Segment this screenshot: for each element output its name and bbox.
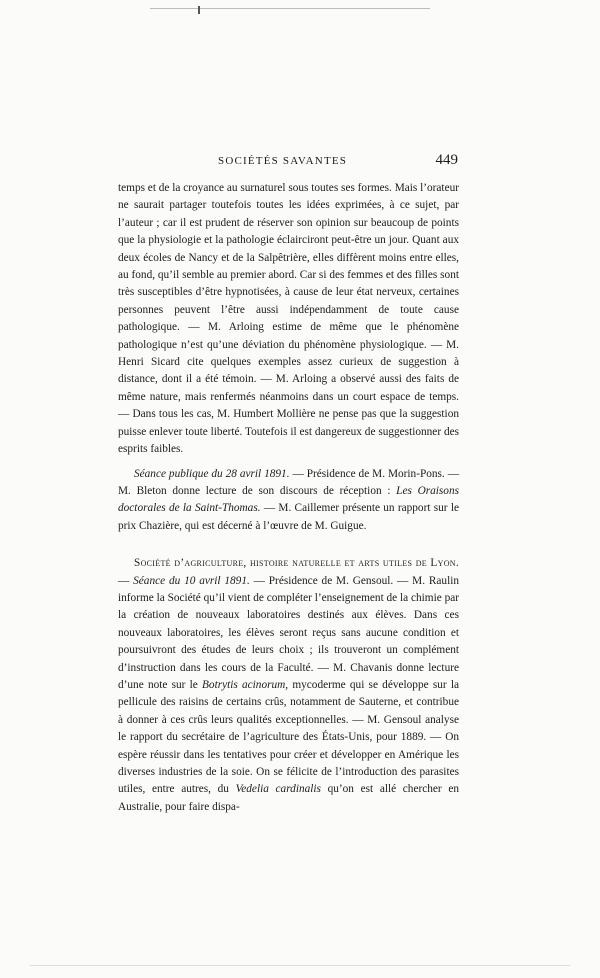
paragraph-text: mycoderme qui se développe sur la pellicule des raisins de certains crûs, notamment de Sauterne, et contribue à donner à ces crûs leurs qualités exceptionnelles. — M. Gensoul analyse le rapport du secrétaire de l’agriculture des États-Unis, pour 1889. — On espère réussir dans les tentatives pour créer et développer en Amérique les diverses industries de la soie. On se félicite de l’introduction des parasites utiles, entre autres, du [118, 678, 459, 796]
paragraph-text: — Présidence de M. Morin-Pons. — M. Bleton donne lecture de son discours de réception : [118, 467, 459, 497]
session-heading: Séance du 10 avril 1891. [133, 574, 250, 587]
species-name: Botrytis acinorum, [202, 678, 289, 691]
paragraph-societe-agriculture [118, 555, 459, 816]
bottom-edge-rule [30, 965, 570, 966]
paragraph-seance-publique [118, 466, 459, 536]
paragraph-continuation: temps et de la croyance au surnaturel sous toutes ses formes. Mais l’orateur ne saurait partager toutefois toutes les idées exprimées, à ce sujet, par l’auteur ; car il est prudent de réserver son opinion sur beaucoup de points que la physiologie et la pathologie éclairciront peut-être un jour. Quant aux deux écoles de Nancy et de la Salpêtrière, elles diffèrent moins entre elles, au fond, qu’il semble au premier abord. Car si des femmes et des filles sont très susceptibles d’être hypnotisées, à cause de leur état nerveux, certaines personnes peuvent l’être aussi indépendamment de toute cause pathologique. — M. Arloing estime de même que le phénomène pathologique n’est qu’une déviation du phénomène physiologique. — M. Henri Sicard cite quelques exemples assez curieux de suggestion à distance, dont il a été témoin. — M. Arloing a observé aussi des faits de même nature, mais renfermés néanmoins dans un court espace de temps. — Dans tous les cas, M. Humbert Mollière ne pense pas que la suggestion puisse enlever toute liberté. Toutefois il est dangereux de suggestionner des esprits faibles. [118, 182, 459, 456]
paragraph-text: — [118, 574, 134, 587]
top-edge-mark [198, 6, 200, 14]
species-name: Vedelia cardinalis [235, 783, 321, 796]
session-heading: Séance publique du 28 avril 1891. [134, 467, 290, 480]
top-edge-rule [150, 8, 430, 9]
society-name: Société d’agriculture, histoire naturelle et arts utiles de Lyon. [134, 557, 459, 570]
body-text [118, 180, 459, 816]
paragraph-text: — Présidence de M. Gensoul. — M. Raulin informe la Société qu’il vient de compléter l’enseignement de la chimie par la création de nouveaux laboratoires destinés aux élèves. Dans ces nouveaux laboratoires, les élèves seront reçus sans aucune condition et poursuivront des études de leurs choix ; ils trouveront un complément d’instruction dans les cours de la Faculté. — M. Chavanis donne lecture d’une note sur le [118, 574, 460, 691]
page-header [118, 152, 458, 172]
page-number: 449 [435, 152, 458, 168]
running-head: SOCIÉTÉS SAVANTES [218, 155, 348, 167]
paragraph-text: — M. Caillemer présente un rapport sur le prix Chazière, qui est décerné à l’œuvre de M. Guigue. [118, 502, 459, 532]
work-title: Les Oraisons doctorales de la Saint-Thomas. [118, 484, 459, 515]
paragraph-text: qu’on est allé chercher en Australie, pour faire dispa- [118, 783, 459, 813]
